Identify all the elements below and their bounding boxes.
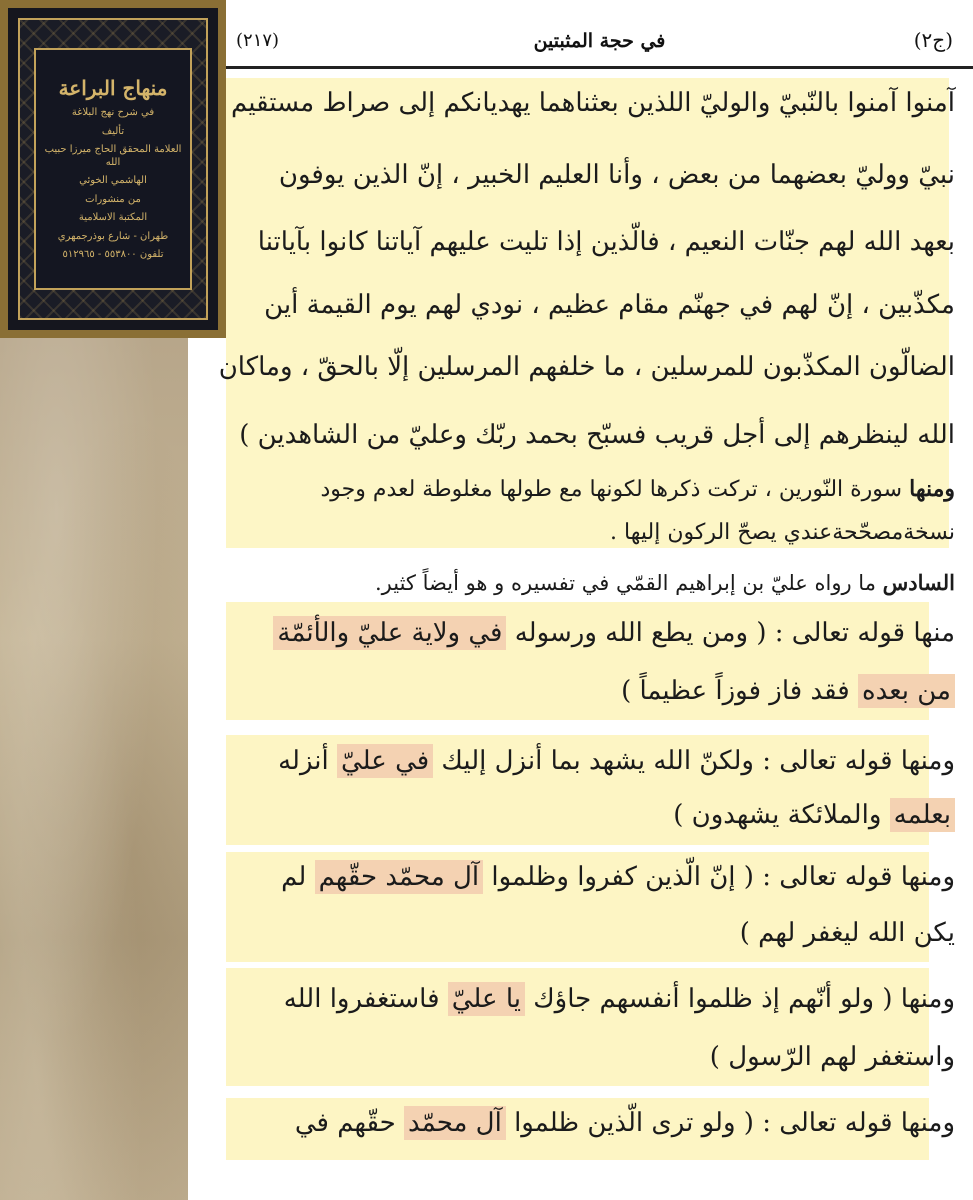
- text-segment: سورة النّورين ، تركت ذكرها لكونها مع طولها مغلوطة لعدم وجود: [320, 477, 910, 502]
- text-line: [231, 88, 955, 118]
- text-segment: أنزله: [278, 746, 338, 776]
- text-line: [320, 476, 955, 502]
- page-header: [226, 0, 973, 66]
- volume-label: (ج٢): [913, 28, 953, 52]
- highlighted-phrase: يا عليّ: [448, 982, 525, 1016]
- text-line: [710, 1042, 955, 1072]
- highlighted-phrase: آل محمّد: [404, 1106, 506, 1140]
- cover-title: منهاج البراعة: [58, 76, 168, 101]
- text-line: [264, 290, 955, 320]
- text-line: [673, 800, 955, 830]
- cover-address: طهران - شارع بوذرجمهري: [57, 230, 169, 242]
- text-segment: آمنوا آمنوا بالنّبيّ والوليّ اللذين بعثناهما يهديانكم إلى صراط مستقيم: [230, 88, 955, 118]
- text-segment: ومنها ( ولو أنّهم إذ ظلموا أنفسهم جاؤك: [524, 984, 955, 1014]
- cover-phone: تلفون ٥٥٣٨٠٠ - ٥١٢٩٦٥: [62, 249, 164, 261]
- cover-subtitle: في شرح نهج البلاغة: [71, 107, 155, 119]
- text-line: [273, 618, 955, 648]
- text-segment: منها قوله تعالى : ( ومن يطع الله ورسوله: [506, 618, 955, 648]
- highlighted-phrase: بعلمه: [890, 798, 955, 832]
- highlighted-phrase: من بعده: [858, 674, 955, 708]
- text-line: [375, 570, 955, 595]
- text-line: [258, 227, 955, 257]
- cover-author-name: العلامة المحقق الحاج ميرزا حبيب الله: [44, 144, 182, 168]
- text-line: [295, 1108, 955, 1138]
- highlighted-phrase: آل محمّد حقّهم: [315, 860, 484, 894]
- cover-author-label: تأليف: [101, 125, 125, 137]
- text-segment: حقّهم في: [294, 1108, 405, 1138]
- document-page: [218, 0, 973, 1200]
- text-segment: والملائكة يشهدون ): [673, 800, 890, 830]
- text-segment: واستغفر لهم الرّسول ): [709, 1042, 955, 1072]
- header-divider: [226, 66, 973, 69]
- text-segment: ومنها: [909, 476, 955, 502]
- text-segment: نسخةمصحّحةعندي يصحّ الركون إليها .: [610, 520, 955, 545]
- cover-publisher-label: من منشورات: [85, 193, 141, 205]
- section-title: في حجة المثبتين: [533, 30, 666, 52]
- parchment-background: [0, 338, 188, 1200]
- page-number: (٢١٧): [236, 30, 280, 51]
- text-line: [610, 520, 955, 545]
- cover-publisher: المكتبة الاسلامية: [78, 212, 148, 224]
- text-line: [219, 352, 955, 382]
- text-segment: ما رواه عليّ بن إبراهيم القمّي في تفسيره و هو أيضاً كثير.: [375, 571, 883, 595]
- text-segment: الضالّون المكذّبون للمرسلين ، ما خلفهم المرسلين إلّا بالحقّ ، وماكان: [218, 352, 955, 382]
- text-line: [281, 862, 955, 892]
- cover-author-surname: الهاشمي الخوئي: [79, 175, 147, 187]
- book-cover-image: [0, 0, 226, 338]
- text-line: [278, 746, 955, 776]
- text-line: [284, 984, 955, 1014]
- text-segment: يكن الله ليغفر لهم ): [739, 918, 955, 948]
- highlighted-phrase: في ولاية عليّ والأئمّة: [273, 616, 506, 650]
- text-segment: فاستغفروا الله: [283, 984, 448, 1014]
- text-segment: الله لينظرهم إلى أجل قريب فسبّح بحمد ربّك وعليّ من الشاهدين ): [239, 420, 955, 450]
- text-segment: مكذّبين ، إنّ لهم في جهنّم مقام عظيم ، نودي لهم يوم القيمة أين: [264, 290, 955, 320]
- text-segment: ومنها قوله تعالى : ولكنّ الله يشهد بما أنزل إليك: [433, 746, 955, 776]
- text-segment: نبيّ ووليّ بعضهما من بعض ، وأنا العليم الخبير ، إنّ الذين يوفون: [278, 160, 955, 190]
- cover-title-panel: [34, 48, 192, 290]
- text-segment: بعهد الله لهم جنّات النعيم ، فالّذين إذا تليت عليهم آياتنا كانوا بآياتنا: [257, 227, 955, 257]
- text-line: [279, 160, 955, 190]
- text-segment: السادس: [882, 570, 955, 595]
- text-segment: ومنها قوله تعالى : ( ولو ترى الّذين ظلموا: [505, 1108, 955, 1138]
- highlighted-phrase: في عليّ: [337, 744, 433, 778]
- text-segment: ومنها قوله تعالى : ( إنّ الّذين كفروا وظلموا: [483, 862, 955, 892]
- text-line: [740, 918, 955, 948]
- text-segment: لم: [281, 862, 315, 892]
- text-segment: فقد فاز فوزاً عظيماً ): [621, 676, 858, 706]
- text-line: [621, 676, 955, 706]
- text-line: [239, 420, 955, 450]
